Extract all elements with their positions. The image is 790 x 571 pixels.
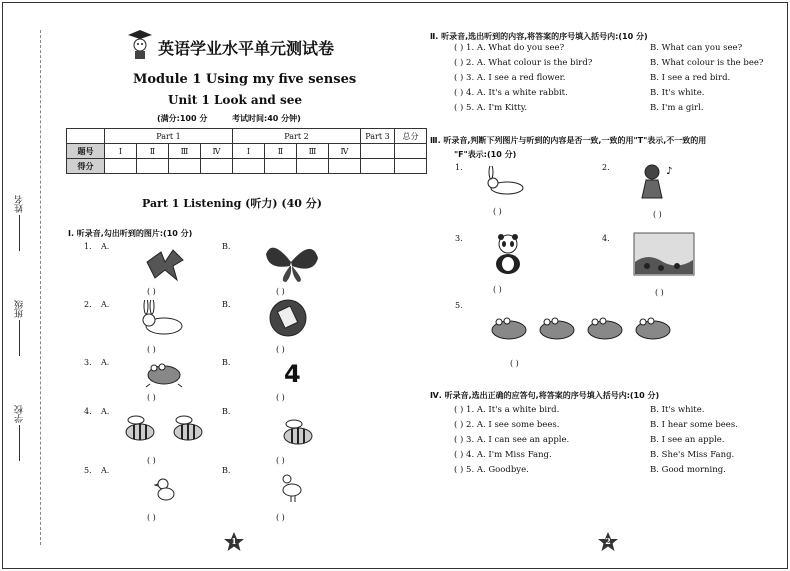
section4-title: Ⅳ. 听录音,选出正确的应答句,将答案的序号填入括号内:(10 分) <box>430 391 660 400</box>
page-number-2: 2 <box>605 536 611 546</box>
col-1-2: Ⅱ <box>137 144 169 159</box>
s4-item-4-b: B. She's Miss Fang. <box>650 450 735 460</box>
col-1-3: Ⅲ <box>169 144 201 159</box>
module-title: Module 1 Using my five senses <box>133 72 357 87</box>
bee-icon <box>276 416 320 450</box>
frog-icon <box>144 360 184 388</box>
name-line <box>19 215 20 251</box>
section3-title-line1: Ⅲ. 听录音,判断下列图片与听到的内容是否一致,一致的用"T"表示,不一致的用 <box>430 136 707 145</box>
s1-item-5-b: B. <box>222 466 231 475</box>
s2-item-1-b: B. What can you see? <box>650 43 743 53</box>
col-1-4: Ⅳ <box>201 144 233 159</box>
s1-item-3-num: 3. <box>84 358 92 367</box>
s3-item-2-answer[interactable]: ( ) <box>653 210 662 219</box>
s1-item-5-num: 5. <box>84 466 92 475</box>
s2-item-5: ( ) 5. A. I'm Kitty. <box>454 103 528 113</box>
col-2-2: Ⅱ <box>265 144 297 159</box>
s4-item-3-b: B. I see an apple. <box>650 435 725 445</box>
class-line <box>19 320 20 356</box>
drum-icon <box>268 298 308 338</box>
part3-header: Part 3 <box>361 129 395 144</box>
s1-item-2-a: A. <box>101 300 110 309</box>
s1-item-1-answer-a[interactable]: ( ) <box>147 287 156 296</box>
s2-item-2: ( ) 2. A. What colour is the bird? <box>454 58 593 68</box>
s1-item-5-answer-a[interactable]: ( ) <box>147 513 156 522</box>
s1-item-2-answer-a[interactable]: ( ) <box>147 345 156 354</box>
s4-item-5: ( ) 5. A. Goodbye. <box>454 465 529 475</box>
s1-item-2-num: 2. <box>84 300 92 309</box>
flowers-scene-icon <box>633 232 695 276</box>
total-header: 总分 <box>395 129 427 144</box>
bee-icon <box>118 412 162 446</box>
page-title: 英语学业水平单元测试卷 <box>158 39 335 58</box>
school-field <box>8 405 30 461</box>
s4-item-2-b: B. I hear some bees. <box>650 420 738 430</box>
s4-item-1: ( ) 1. A. It's a white bird. <box>454 405 560 415</box>
class-field <box>8 300 30 356</box>
s1-item-3-answer-a[interactable]: ( ) <box>147 393 156 402</box>
s1-item-1-b: B. <box>222 242 231 251</box>
question-number-label: 题号 <box>67 144 105 159</box>
page-number-1: 1 <box>231 536 237 546</box>
page-number-star-2 <box>597 531 619 553</box>
s1-item-4-num: 4. <box>84 407 92 416</box>
score-row <box>67 159 427 174</box>
score-table <box>66 128 427 174</box>
binding-line <box>40 30 41 545</box>
s2-item-4-b: B. It's white. <box>650 88 705 98</box>
s1-item-3-a: A. <box>101 358 110 367</box>
s1-item-4-answer-a[interactable]: ( ) <box>147 456 156 465</box>
s3-item-3-num: 3. <box>455 234 463 243</box>
s2-item-3: ( ) 3. A. I see a red flower. <box>454 73 566 83</box>
name-label: 姓名 <box>14 195 25 213</box>
part1-title: Part 1 Listening (听力) (40 分) <box>142 197 322 210</box>
s2-item-3-b: B. I see a red bird. <box>650 73 731 83</box>
number-four: 4 <box>284 360 301 388</box>
s2-item-1: ( ) 1. A. What do you see? <box>454 43 565 53</box>
svg-text:♪: ♪ <box>666 166 673 177</box>
s4-item-4: ( ) 4. A. I'm Miss Fang. <box>454 450 552 460</box>
s2-item-5-b: B. I'm a girl. <box>650 103 704 113</box>
section1-title: Ⅰ. 听录音,勾出听到的图片:(10 分) <box>68 229 193 238</box>
s1-item-1-answer-b[interactable]: ( ) <box>276 287 285 296</box>
col-2-1: Ⅰ <box>233 144 265 159</box>
rabbit-icon <box>483 166 527 196</box>
frog-icon <box>632 314 674 344</box>
bee-icon <box>166 412 210 446</box>
name-field <box>8 195 30 251</box>
rabbit-icon <box>138 300 188 336</box>
s3-item-5-num: 5. <box>455 301 463 310</box>
s1-item-1-a: A. <box>101 242 110 251</box>
part2-header: Part 2 <box>233 129 361 144</box>
class-label: 班级 <box>14 300 25 318</box>
mascot-icon <box>126 28 154 62</box>
s2-item-2-b: B. What colour is the bee? <box>650 58 764 68</box>
exam-time: 考试时间:40 分钟) <box>232 114 301 123</box>
page-number-star-1 <box>223 531 245 553</box>
frog-icon <box>488 314 530 344</box>
frog-icon <box>584 314 626 344</box>
question-number-row <box>67 144 427 159</box>
s3-item-2-num: 2. <box>602 163 610 172</box>
school-label: 学校 <box>14 405 25 423</box>
s1-item-5-answer-b[interactable]: ( ) <box>276 513 285 522</box>
s1-item-3-b: B. <box>222 358 231 367</box>
duck-icon <box>279 472 303 504</box>
s4-item-3: ( ) 3. A. I can see an apple. <box>454 435 570 445</box>
frog-icon <box>536 314 578 344</box>
school-line <box>19 425 20 461</box>
col-2-4: Ⅳ <box>329 144 361 159</box>
s3-item-1-num: 1. <box>455 163 463 172</box>
s4-item-2: ( ) 2. A. I see some bees. <box>454 420 560 430</box>
col-1-1: Ⅰ <box>105 144 137 159</box>
s2-item-4: ( ) 4. A. It's a white rabbit. <box>454 88 568 98</box>
full-score: (满分:100 分 <box>157 114 208 123</box>
s4-item-1-b: B. It's white. <box>650 405 705 415</box>
s3-item-1-answer[interactable]: ( ) <box>493 207 502 216</box>
s3-item-3-answer[interactable]: ( ) <box>493 285 502 294</box>
s1-item-3-answer-b[interactable]: ( ) <box>276 393 285 402</box>
butterfly-icon <box>262 240 320 286</box>
s1-item-4-answer-b[interactable]: ( ) <box>276 456 285 465</box>
s3-item-4-answer[interactable]: ( ) <box>655 288 664 297</box>
s1-item-4-b: B. <box>222 407 231 416</box>
s3-item-5-answer[interactable]: ( ) <box>510 359 519 368</box>
s3-item-4-num: 4. <box>602 234 610 243</box>
chick-icon <box>153 476 177 504</box>
part1-header: Part 1 <box>105 129 233 144</box>
section2-title: Ⅱ. 听录音,选出听到的内容,将答案的序号填入括号内:(10 分) <box>430 32 648 41</box>
panda-icon <box>490 232 526 276</box>
s1-item-5-a: A. <box>101 466 110 475</box>
bird-icon <box>143 244 187 284</box>
s1-item-4-a: A. <box>101 407 110 416</box>
score-label: 得分 <box>67 159 105 174</box>
singing-girl-icon <box>632 160 680 202</box>
unit-title: Unit 1 Look and see <box>168 93 303 107</box>
col-2-3: Ⅲ <box>297 144 329 159</box>
s1-item-2-answer-b[interactable]: ( ) <box>276 345 285 354</box>
s1-item-1-num: 1. <box>84 242 92 251</box>
score-table-header <box>67 129 427 144</box>
s4-item-5-b: B. Good morning. <box>650 465 726 475</box>
s1-item-2-b: B. <box>222 300 231 309</box>
section3-title-line2: "F"表示:(10 分) <box>454 150 517 159</box>
